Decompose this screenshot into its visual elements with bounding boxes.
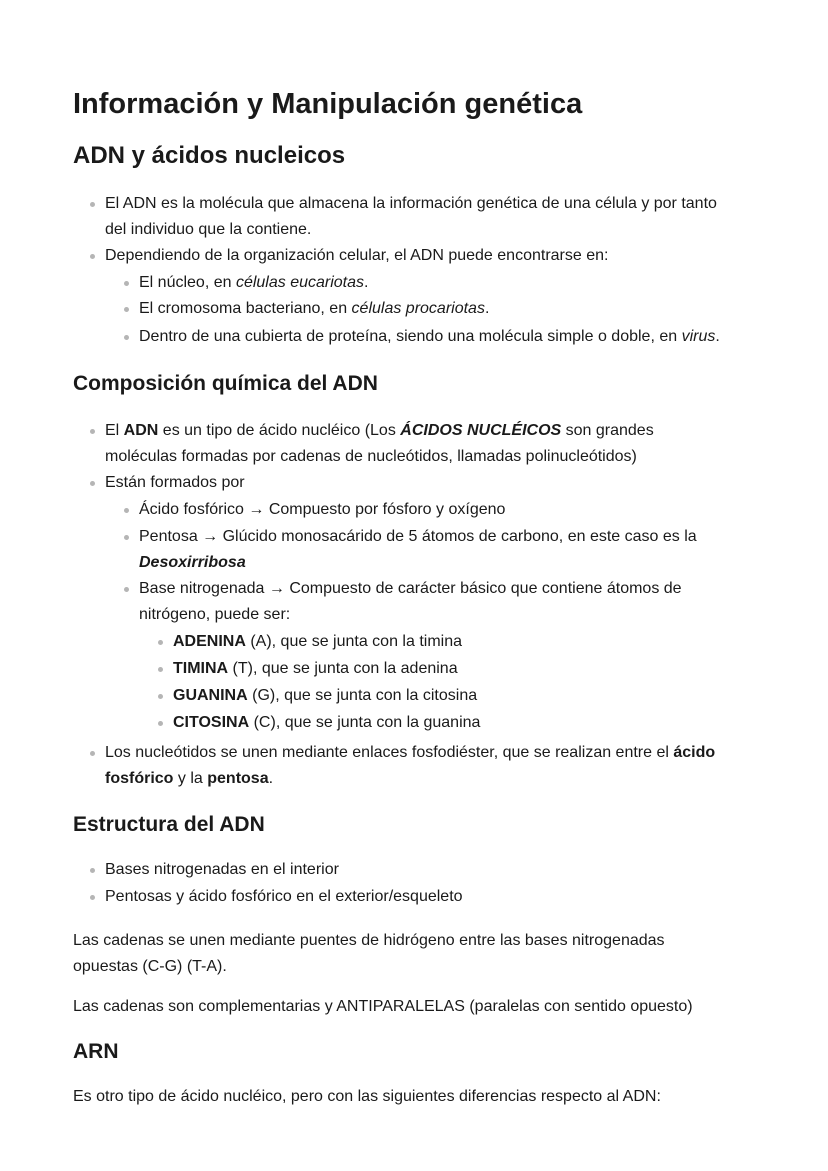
list-item: Están formados por [105,474,245,491]
bullet-icon [124,535,129,540]
paragraph: Es otro tipo de ácido nucléico, pero con las siguientes diferencias respecto al ADN: [73,1088,661,1105]
list-item: TIMINA (T), que se junta con la adenina [173,660,458,677]
bullet-icon [124,307,129,312]
bullet-icon [90,751,95,756]
bullet-icon [158,667,163,672]
list-item: CITOSINA (C), que se junta con la guanina [173,714,481,731]
bullet-icon [158,640,163,645]
list-item: Los nucleótidos se unen mediante enlaces fosfodiéster, que se realizan entre el ácido fosfórico y la pentosa. [105,744,716,787]
bullet-icon [90,254,95,259]
bullet-icon [90,202,95,207]
list-item: GUANINA (G), que se junta con la citosina [173,687,478,704]
list-item: El cromosoma bacteriano, en células procariotas. [139,300,490,317]
list-item: Bases nitrogenadas en el interior [105,861,339,878]
section-heading-estructura: Estructura del ADN [73,813,265,836]
bullet-icon [124,335,129,340]
bullet-icon [90,868,95,873]
paragraph: Las cadenas son complementarias y ANTIPARALELAS (paralelas con sentido opuesto) [73,998,693,1015]
list-item: Dentro de una cubierta de proteína, siendo una molécula simple o doble, en virus. [139,328,720,345]
list-item: Pentosa → Glúcido monosacárido de 5 átomos de carbono, en este caso es la Desoxirribosa [139,528,697,571]
list-item: Pentosas y ácido fosfórico en el exterior/esqueleto [105,888,463,905]
section-heading-arn: ARN [73,1040,119,1063]
section-heading-composicion: Composición química del ADN [73,372,378,395]
list-item: Ácido fosfórico → Compuesto por fósforo y oxígeno [139,501,506,518]
section-heading-adn: ADN y ácidos nucleicos [73,142,346,169]
bullet-icon [90,895,95,900]
bullet-icon [90,481,95,486]
list-item: El núcleo, en células eucariotas. [139,274,369,291]
bullet-icon [158,721,163,726]
paragraph: Las cadenas se unen mediante puentes de hidrógeno entre las bases nitrogenadas opuestas (C-G) (T-A). [73,932,665,975]
bullet-icon [158,694,163,699]
list-item: ADENINA (A), que se junta con la timina [173,633,462,650]
bullet-icon [124,508,129,513]
bullet-icon [124,281,129,286]
list-item: El ADN es un tipo de ácido nucléico (Los ÁCIDOS NUCLÉICOS son grandes moléculas formadas por cadenas de nucleótidos, llamadas polinucleótidos) [105,422,654,465]
document-title: Información y Manipulación genética [73,88,583,120]
bullet-icon [124,587,129,592]
list-item: Base nitrogenada → Compuesto de carácter básico que contiene átomos de nitrógeno, puede ser: [139,580,682,623]
bullet-icon [90,429,95,434]
list-item: El ADN es la molécula que almacena la información genética de una célula y por tanto del individuo que la contiene. [105,195,717,238]
list-item: Dependiendo de la organización celular, el ADN puede encontrarse en: [105,247,609,264]
